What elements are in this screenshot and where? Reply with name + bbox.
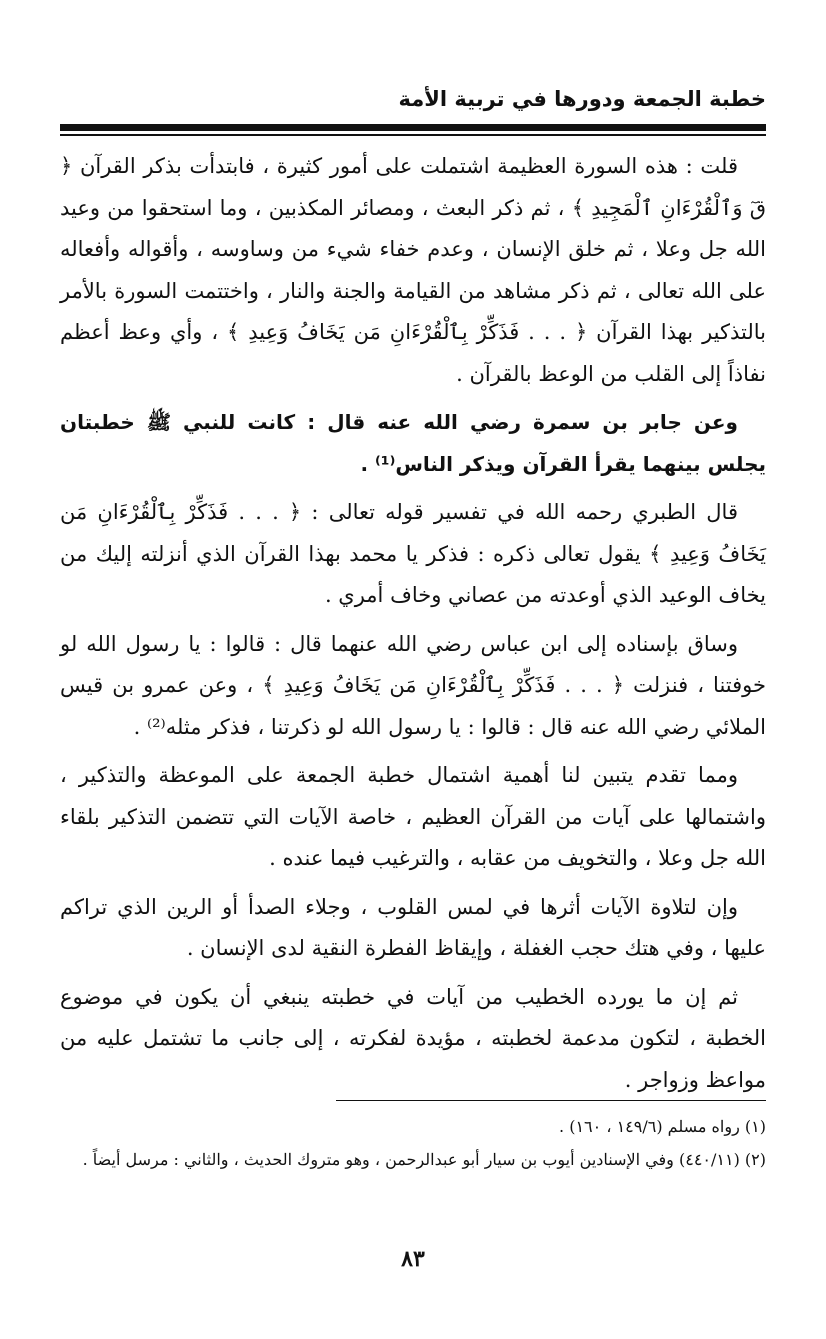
body-text xyxy=(60,146,766,1108)
header-rule-thin xyxy=(60,134,766,136)
header-rule-thick xyxy=(60,124,766,131)
footnote-1: (١) رواه مسلم (١٤٩/٦ ، ١٦٠) . xyxy=(559,1117,766,1136)
paragraph-effect-of-recitation: وإن لتلاوة الآيات أثرها في لمس القلوب ، وجلاء الصدأ أو الرين الذي تراكم عليها ، وفي هتك حجب الغفلة ، وإيقاظ الفطرة النقية لدى الإنسان . xyxy=(60,894,766,960)
paragraph-surah-qaf-summary: قلت : هذه السورة العظيمة اشتملت على أمور كثيرة ، فابتدأت بذكر القرآن ﴿ قٓ وَٱلْقُرْءَانِ ٱلْمَجِيدِ ﴾ ، ثم ذكر البعث ، ومصائر المكذبين ، وما استحقوا من وعيد الله جل وعلا ، ثم خلق الإنسان ، وعدم خفاء شيء من وساوسه ، وأقواله وأفعاله على الله تعالى ، ثم ذكر مشاهد من القيامة والجنة والنار ، واختتمت السورة بالأمر بالتذكير بهذا القرآن ﴿ . . . فَذَكِّرْ بِٱلْقُرْءَانِ مَن يَخَافُ وَعِيدِ ﴾ ، وأي وعظ أعظم نفاذاً إلى القلب من الوعظ بالقرآن . xyxy=(60,154,766,386)
footnotes xyxy=(60,1112,766,1178)
paragraph-tabari-tafsir: قال الطبري رحمه الله في تفسير قوله تعالى : ﴿ . . . فَذَكِّرْ بِٱلْقُرْءَانِ مَن يَخَافُ وَعِيدِ ﴾ يقول تعالى ذكره : فذكر يا محمد بهذا القرآن الذي أنزلته إليك من يخاف الوعيد الذي أوعدته من عصاني وخاف أمري . xyxy=(60,500,766,607)
footnote-2: (٢) (٤٤٠/١١) وفي الإسنادين أيوب بن سيار أبو عبدالرحمن ، وهو متروك الحديث ، والثاني : مرسل أيضاً . xyxy=(82,1150,766,1169)
paragraph-khateeb-verses: ثم إن ما يورده الخطيب من آيات في خطبته ينبغي أن يكون في موضوع الخطبة ، لتكون مدعمة لخطبته ، مؤيدة لفكرته ، إلى جانب ما تشتمل عليه من مواعظ وزواجر . xyxy=(60,984,766,1092)
footnote-separator xyxy=(336,1100,766,1101)
paragraph-importance-of-reminder: ومما تقدم يتبين لنا أهمية اشتمال خطبة الجمعة على الموعظة والتذكير ، واشتمالها على آيات من القرآن العظيم ، خاصة الآيات التي تتضمن التذكير بلقاء الله جل وعلا ، والتخويف من عقابه ، والترغيب فيما عنده . xyxy=(60,763,766,870)
running-header-title: خطبة الجمعة ودورها في تربية الأمة xyxy=(398,87,766,111)
paragraph-jabir-hadith: وعن جابر بن سمرة رضي الله عنه قال : كانت للنبي ﷺ خطبتان يجلس بينهما يقرأ القرآن ويذكر الناس⁽¹⁾ . xyxy=(60,410,766,476)
page-number: ٨٣ xyxy=(401,1246,425,1272)
paragraph-ibn-abbas-narration: وساق بإسناده إلى ابن عباس رضي الله عنهما قال : قالوا : يا رسول الله لو خوفتنا ، فنزلت ﴿ . . . فَذَكِّرْ بِٱلْقُرْءَانِ مَن يَخَافُ وَعِيدِ ﴾ ، وعن عمرو بن قيس الملائي رضي الله عنه قال : قالوا : يا رسول الله لو ذكرتنا ، فذكر مثله⁽²⁾ . xyxy=(60,631,766,739)
